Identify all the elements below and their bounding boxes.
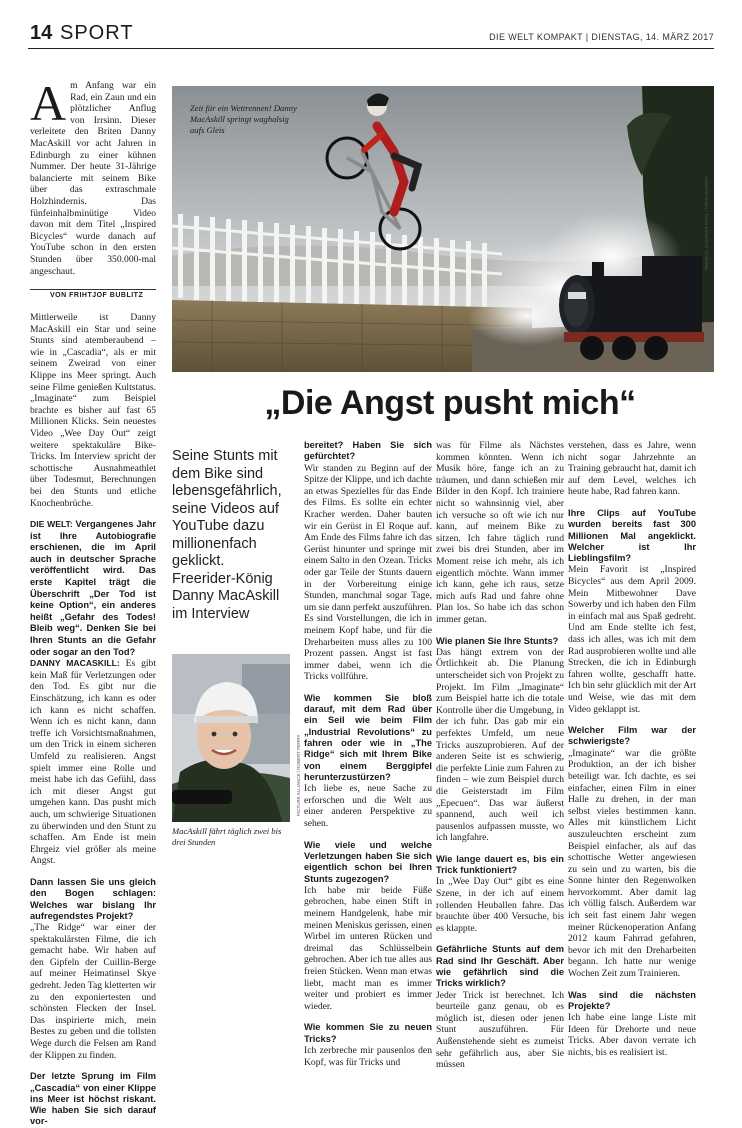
question: Wie kommen Sie zu neuen Tricks? (304, 1022, 432, 1044)
answer-text: Es gibt kein Maß für Verletzungen oder den Tod. Es gibt nur die Einschätzung, ich kann es oder ich kann es nicht schaffen. Wenn ich es nicht kann, dann treffe ich Vorsichtsmaßnahmen, um den Trick in einem sicheren Umfeld zu realisieren. Angst spielt immer eine Rolle und meist habe ich das Gefühl, dass ich mit dieser Angst gut umgehen kann. Das pusht mich auch, um schwierige Situationen zu überwinden und den Stunt zu schaffen. Am Ende ist mein Ehrgeiz viel größer als meine Angst. (30, 658, 156, 867)
photo-credit: REDBULL CONTENT POOL / FRED MURRAY (704, 176, 709, 270)
question-text: Vergangenes Jahr ist Ihre Autobiografie erschienen, die im April auch in deutscher Sprache veröffentlicht wird. Das erste Kapitel trägt die Überschrift „Der Tod ist keine Option“, ein anderes heißt „Gefahr des Todes! Bleib weg“. Denken Sie bei Ihren Stunts an die Gefahr oder sogar an den Tod? (30, 519, 156, 657)
column-1 (30, 312, 156, 1128)
question: Wie kommen Sie bloß darauf, mit dem Rad über ein Seil wie beim Film „Industrial Revolutions“ zu fahren oder wie in „The Ridge“ sich mit Ihrem Bike von einem Berggipfel herunterzustürzen? (304, 692, 432, 782)
answer: Das hängt extrem von der Örtlichkeit ab. Die Planung unterscheidet sich von Projekt zu Projekt. Im Film „Imaginate“ zum Beispiel hatte ich die totale Kontrolle über die Umgebung, in der ich fuhr. Das gab mir ein perfektes Umfeld, um neue Tricks auszuprobieren. Auf der anderen Seite ist es schwierig, die perfekte Linie zum Fahren zu finden – wie zum Beispiel durch die Geisterstadt im Film „Epecuen“. Das war äußerst spannend, auch weil ich pausenlos aufpassen musste, wo ich langfahre. (436, 646, 564, 844)
masthead: DIE WELT KOMPAKT | DIENSTAG, 14. MÄRZ 2017 (489, 32, 714, 42)
question: Ihre Clips auf YouTube wurden bereits fast 300 Millionen Mal angeklickt. Welcher ist Ihr Lieblingsfilm? (568, 507, 696, 564)
answer: Mein Favorit ist „Inspired Bicycles“ aus dem April 2009. Mein Mitbewohner Dave Sowerby und ich haben den Film in einfach mal aus Spaß gedreht. Und am Ende stellte ich fest, dass ich alles, was ich mit dem Rad ausprobieren wollte und alle Strecken, die ich in Edinburgh fahren wollte, geschafft hatte. Ich bin sehr glücklich mit der Art und Weise, wie das mit dem Video geklappt ist. (568, 564, 696, 715)
header-rule (28, 48, 714, 49)
intro-paragraph (30, 75, 156, 277)
intro-body: Mittlerweile ist Danny MacAskill ein Star und seine Stunts sind atemberaubend – wie in „Cascadia“, als er mit seinem Zweirad von einer Klippe ins Meer springt. Auch seine Filme genießen Kultstatus. „Imaginate“ zum Beispiel brachte es bisher auf fast 65 Millionen Klicks. Sein neuestes Video „Wee Day Out“ zeigt weitere spektakuläre Bike-Tricks. Im Interview spricht der schottische Ausnahmeathlet über Todesmut, Berechnungen bei den Stunts und etliche Knochenbrüche. (30, 312, 156, 509)
answer: was für Filme als Nächstes kommen könnten. Wenn ich Musik höre, fange ich an zu träumen, und dann schießen mir Bilder in den Kopf. Ich trainiere nicht so wahnsinnig viel, aber ich versuche so oft wie ich nur kann, auf meinem Bike zu sitzen. Ich fahre täglich rund zwei bis drei Stunden, aber im Moment reise ich mehr, als ich eigentlich möchte. Wann immer ich kann, gehe ich raus, setze mich aufs Rad und fahre ohne Plan los. So habe ich das schon immer getan. (436, 440, 564, 625)
question: Dann lassen Sie uns gleich den Bogen schlagen: Welches war bislang Ihr aufregendstes Projekt? (30, 876, 156, 921)
answer (30, 658, 156, 867)
answer: Ich liebe es, neue Sache zu erforschen und die Welt aus einer anderen Perspektive zu sehen. (304, 783, 432, 830)
answer: „The Ridge“ war einer der spektakulärsten Filme, die ich gemacht habe. Wir haben auf den Gipfeln der Cuillin-Berge auf meiner Heimatinsel Skye gedreht. Jeden Tag kletterten wir zu den exponiertesten und schönsten Flecken der Insel. Das inspirierte mich, mein Bestes zu geben und die tollsten Wege durch die Felsen am Rand der Klippen zu finden. (30, 922, 156, 1061)
speaker-label: DANNY MACASKILL: (30, 658, 120, 669)
byline-rule (30, 289, 156, 290)
question: Wie viele und welche Verletzungen haben Sie sich eigentlich schon bei Ihren Stunts zugezogen? (304, 839, 432, 884)
answer: verstehen, dass es Jahre, wenn nicht sogar Jahrzehnte an Training gebraucht hat, damit ich auf dem Level, welches ich heute habe, Rad fahren kann. (568, 440, 696, 498)
answer: Ich habe mir beide Füße gebrochen, habe einen Stift in meinem Handgelenk, habe mir meinen Meniskus gerissen, einen Wirbel im unteren Rücken und dreimal das Schlüsselbein gebrochen. Aber ich tue alles aus freien Stücken. Wenn man etwas liebt, macht man es immer weiter und probiert es immer wieder. (304, 884, 432, 1012)
answer: Wir standen zu Beginn auf der Spitze der Klippe, und ich dachte an etwas Spezielles für das Ende des Films. Es sollte ein echter Kracher werden. Daher bauten wir ein Gerüst in El Roque auf. Am Ende des Films fahre ich das Gerüst hinunter und springe mit einem Salto in den Ozean. Tricks oder gar Teile der Stunts dauern in der Vorbereitung einige Stunden, manchmal sogar Tage, um sie dann perfekt auszuführen. Es sind Vorstellungen, die ich in meinem Kopf habe, und für die Dreharbeiten muss alles zu 100 Prozent passen. Angst ist fast immer dabei, wenn ich die Tricks vollführe. (304, 462, 432, 683)
answer: Ich zerbreche mir pausenlos den Kopf, was für Tricks und (304, 1044, 432, 1068)
page-number: 14 (30, 22, 53, 44)
portrait-credit: PICTURE ALLIANCE / ROBERT PERRY (296, 734, 301, 816)
column-3 (304, 440, 432, 1068)
question: Was sind die nächsten Projekte? (568, 989, 696, 1011)
answer: „Imaginate“ war die größte Produktion, an der ich bisher beteiligt war. Ich dachte, es sei einfacher, einen Film in einer Halle zu drehen, in der man selbst vieles bestimmen kann. Alles mit künstlichem Licht auszuleuchten erscheint zum Beispiel einfacher, als auf das schottische Wetter angewiesen zu sein und zu warten, bis die Sonne hinter den Regenwolken hervorkommt. Aber damit lag ich völlig falsch. Außerdem war ich seit fast einem Jahr wegen meiner Rückenoperation Anfang 2012 kaum Fahrrad gefahren, bevor ich mit den Dreharbeiten begann. Ich hatte nur wenige Wochen Zeit zum Trainieren. (568, 747, 696, 980)
question: Der letzte Sprung im Film „Cascadia“ von einer Klippe ins Meer ist höchst riskant. Wie haben Sie sich darauf vor- (30, 1071, 156, 1127)
question: bereitet? Haben Sie sich gefürchtet? (304, 440, 432, 462)
column-4 (436, 440, 564, 1071)
column-5 (568, 440, 696, 1059)
headline: „Die Angst pusht mich“ (264, 384, 636, 422)
answer: In „Wee Day Out“ gibt es eine Szene, in der ich auf einem rollenden Heuballen fahre. Das brauchte über 400 Versuche, bis es klappte. (436, 876, 564, 934)
answer: Jeder Trick ist berechnet. Ich beurteile ganz genau, ob es möglich ist, diesen oder jenen Stunt auszuführen. Für Außenstehende sieht es zumeist sehr gefährlich aus, aber Sie müssen (436, 989, 564, 1071)
question (30, 519, 156, 658)
portrait-photo (172, 654, 290, 822)
byline: VON FRIHTJOF BUBLITZ (50, 292, 144, 299)
teaser-text: Seine Stunts mit dem Bike sind lebensgefährlich, seine Videos auf YouTube dazu millionenfach geklickt. Freerider-König Danny MacAskill im Interview (172, 448, 282, 622)
portrait-caption: MacAskill fährt täglich zwei bis drei Stunden (172, 826, 282, 847)
question: Wie planen Sie Ihre Stunts? (436, 635, 559, 646)
photo-caption: Zeit für ein Wettrennen! Danny MacAskill springt waghalsig aufs Gleis (190, 103, 297, 135)
question: Gefährliche Stunts auf dem Rad sind Ihr Geschäft. Aber wie gefährlich sind die Tricks wirklich? (436, 944, 564, 989)
speaker-label: DIE WELT: (30, 519, 73, 530)
answer: Ich habe eine lange Liste mit Ideen für Drehorte und neue Tricks. Aber davon verrate ich nichts, bis es realisiert ist. (568, 1012, 696, 1059)
question: Welcher Film war der schwierigste? (568, 725, 696, 747)
intro-text: m Anfang war ein Rad, ein Zaun und ein plötzlicher Anflug von Irrsinn. Dieser verleitete den Briten Danny MacAskill vor acht Jahren in Edinburgh zu einer kühnen Nummer. Der heute 31-Jährige balancierte mit seinem Bike über das extraschmale Holzhindernis. Das fünfeinhalbminütige Video davon mit dem Titel „Inspired Bicycles“ wurde danach auf YouTube schon in den ersten Stunden über 350.000-mal angeschaut. (30, 80, 156, 277)
question: Wie lange dauert es, bis ein Trick funktioniert? (436, 853, 564, 876)
drop-cap: A (30, 75, 67, 131)
section-title: SPORT (60, 22, 134, 44)
